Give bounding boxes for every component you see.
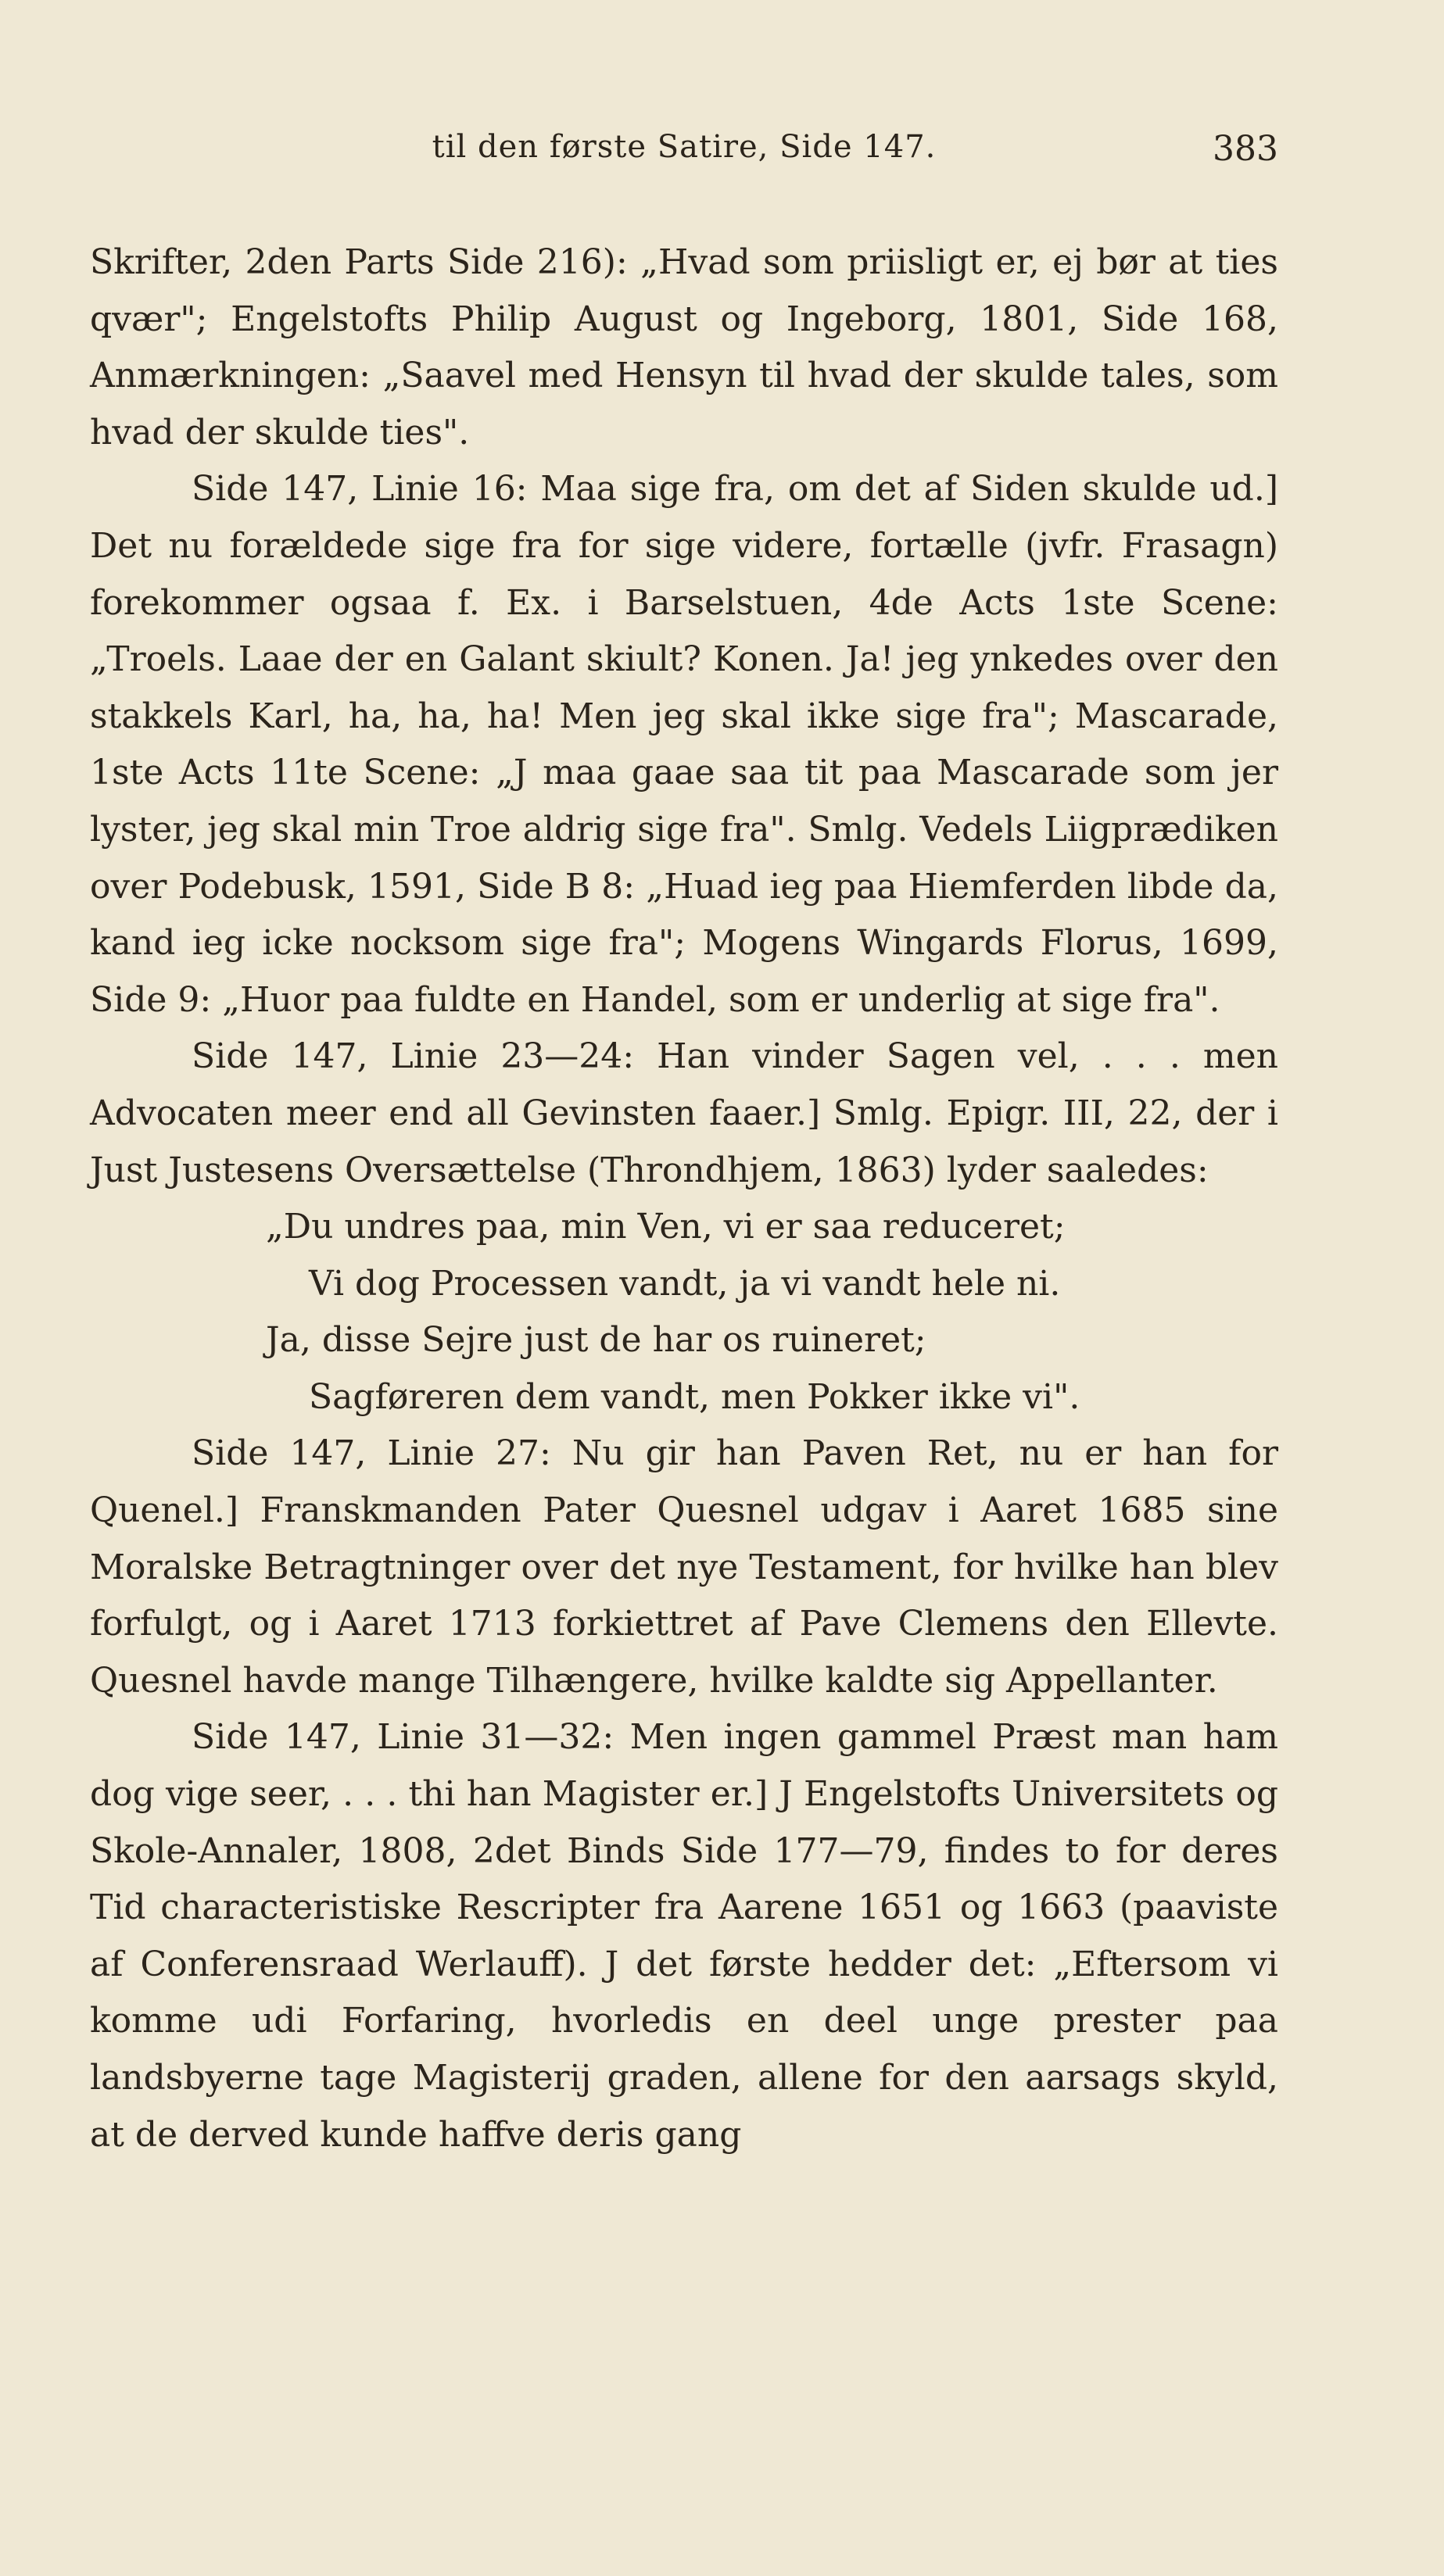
paragraph-1: Skrifter, 2den Parts Side 216): „Hvad som priisligt er, ej bør at ties qvær"; Engelstofts Philip August og Ingeborg, 1801, Side 168, Anmærkningen: „Saavel med Hensyn til hvad der skulde tales, som hvad der skulde ties". <box>90 242 1278 453</box>
page-header <box>90 129 1278 184</box>
poem-line-4: Sagføreren dem vandt, men Pokker ikke vi". <box>309 1376 1080 1417</box>
paragraph-5: Side 147, Linie 31—32: Men ingen gammel Præst man ham dog vige seer, . . . thi han Magister er.] J Engelstofts Universitets og Skole-Annaler, 1808, 2det Binds Side 177—79, findes to for deres Tid characteristiske Rescripter fra Aarene 1651 og 1663 (paaviste af Conferensraad Werlauff). J det første hedder det: „Eftersom vi komme udi Forfaring, hvorledis en deel unge prester paa landsbyerne tage Magisterij graden, allene for den aarsags skyld, at de derved kunde haffve deris gang <box>90 1717 1278 2155</box>
poem-line-1: „Du undres paa, min Ven, vi er saa reduceret; <box>266 1207 1066 1247</box>
epigram-quote <box>90 1199 1278 1426</box>
running-title: til den første Satire, Side 147. <box>432 129 937 165</box>
paragraph-4: Side 147, Linie 27: Nu gir han Paven Ret, nu er han for Quenel.] Franskmanden Pater Quesnel udgav i Aaret 1685 sine Moralske Betragtninger over det nye Testament, for hvilke han blev forfulgt, og i Aaret 1713 forkiettret af Pave Clemens den Ellevte. Quesnel havde mange Tilhængere, hvilke kaldte sig Appellanter. <box>90 1433 1278 1701</box>
poem-line-2: Vi dog Processen vandt, ja vi vandt hele ni. <box>309 1263 1061 1304</box>
body-text <box>90 234 1278 2163</box>
paragraph-3: Side 147, Linie 23—24: Han vinder Sagen vel, . . . men Advocaten meer end all Gevinsten faaer.] Smlg. Epigr. III, 22, der i Just Justesens Oversættelse (Throndhjem, 1863) lyder saaledes: <box>90 1036 1278 1190</box>
page-number: 383 <box>1213 129 1278 169</box>
poem-line-3: Ja, disse Sejre just de har os ruineret; <box>266 1320 926 1361</box>
paragraph-2: Side 147, Linie 16: Maa sige fra, om det af Siden skulde ud.] Det nu forældede sige fra for sige videre, fortælle (jvfr. Frasagn) forekommer ogsaa f. Ex. i Barselstuen, 4de Acts 1ste Scene: „Troels. Laae der en Galant skiult? Konen. Ja! jeg ynkedes over den stakkels Karl, ha, ha, ha! Men jeg skal ikke sige fra"; Mascarade, 1ste Acts 11te Scene: „J maa gaae saa tit paa Mascarade som jer lyster, jeg skal min Troe aldrig sige fra". Smlg. Vedels Liigprædiken over Podebusk, 1591, Side B 8: „Huad ieg paa Hiemferden libde da, kand ieg icke nocksom sige fra"; Mogens Wingards Florus, 1699, Side 9: „Huor paa fuldte en Handel, som er underlig at sige fra". <box>90 469 1278 1020</box>
